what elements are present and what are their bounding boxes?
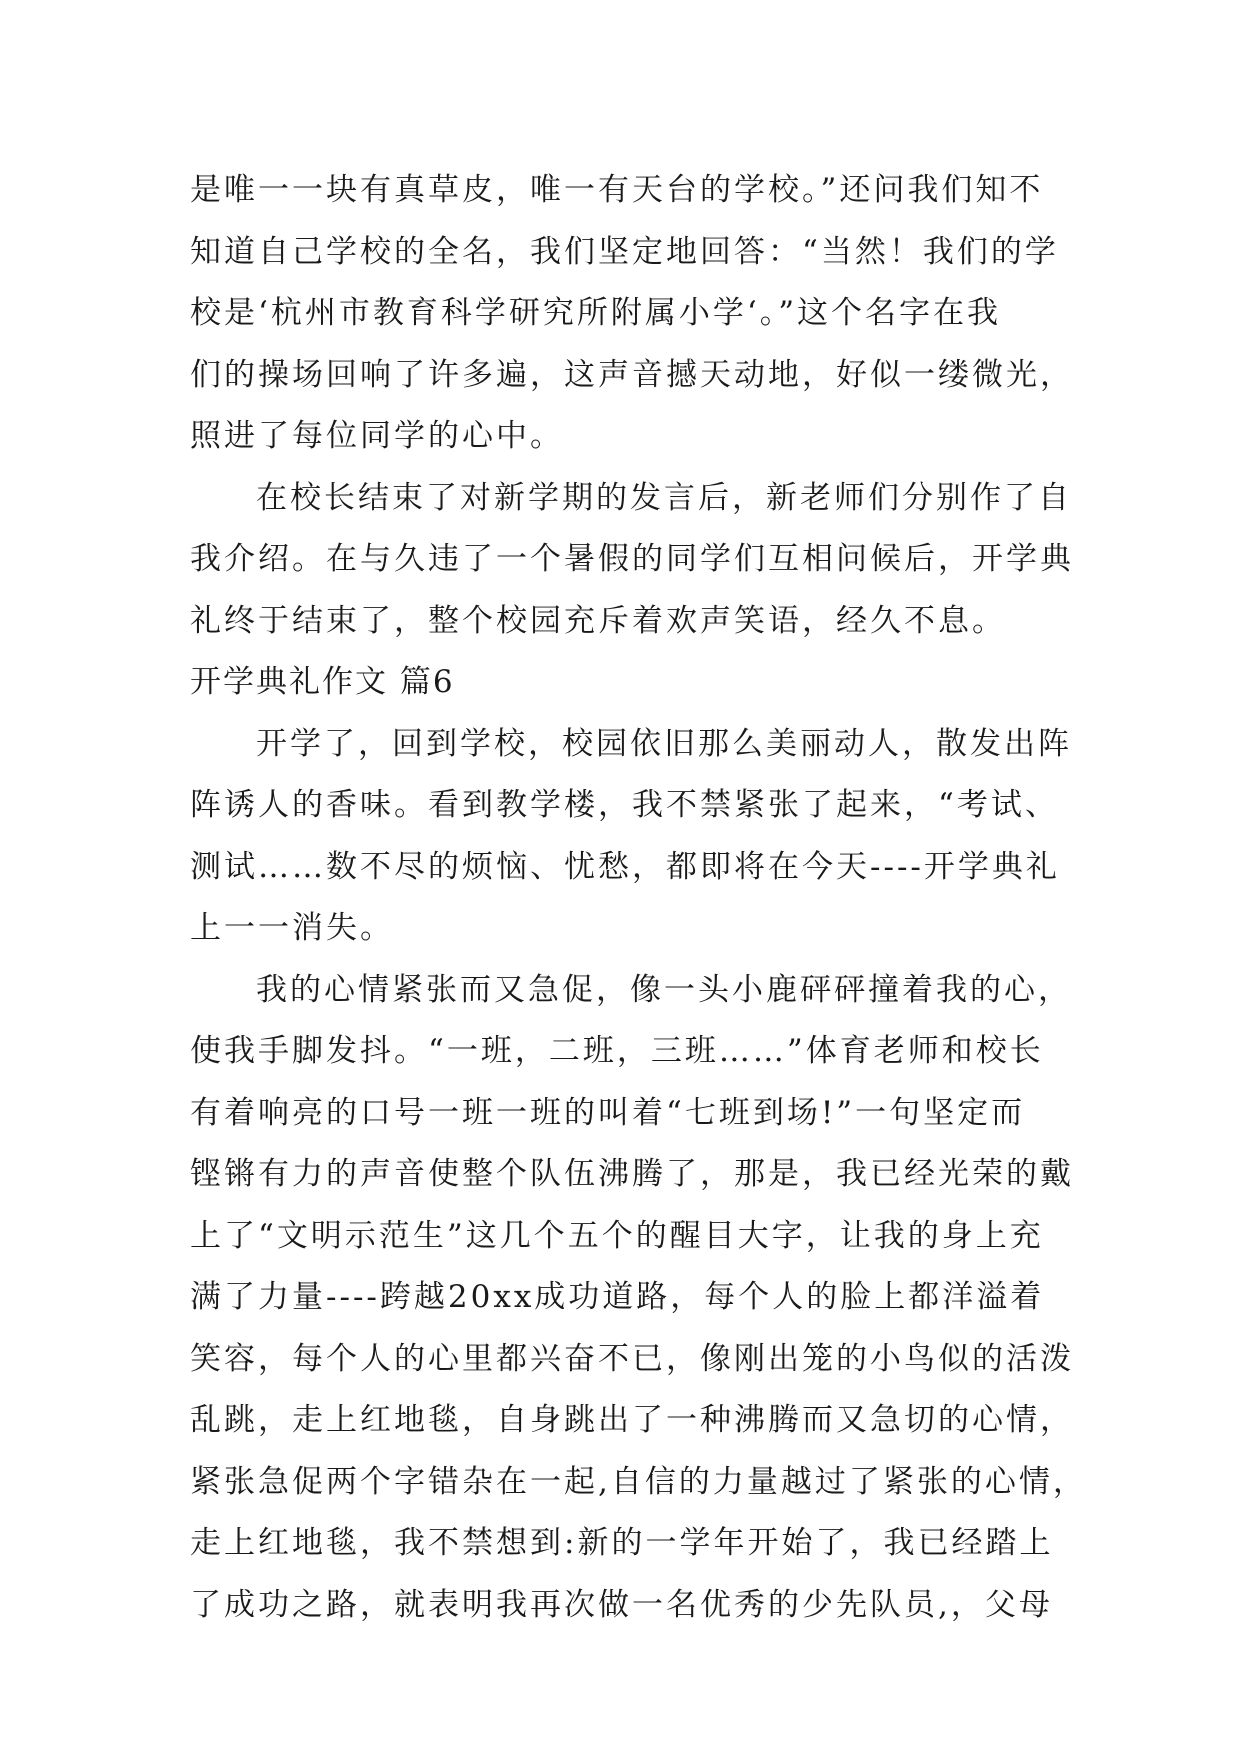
paragraph-2 — [190, 468, 1074, 653]
text-line: 了成功之路，就表明我再次做一名优秀的少先队员,，父母 — [190, 1586, 1053, 1623]
text-line: 有着响亮的口号一班一班的叫着“七班到场!”一句坚定而 — [190, 1094, 1026, 1131]
text-line: 们的操场回响了许多遍，这声音撼天动地，好似一缕微光， — [190, 356, 1074, 393]
text-line: 乱跳，走上红地毯，自身跳出了一种沸腾而又急切的心情， — [190, 1402, 1074, 1438]
text-line: 上了“文明示范生”这几个五个的醒目大字，让我的身上充 — [190, 1217, 1044, 1254]
text-line: 走上红地毯，我不禁想到:新的一学年开始了，我已经踏上 — [190, 1525, 1054, 1561]
text-line: 校是‘杭州市教育科学研究所附属小学‘。”这个名字在我 — [190, 295, 1002, 331]
text-line: 是唯一一块有真草皮，唯一有天台的学校。”还问我们知不 — [190, 172, 1044, 208]
text-line: 测试……数不尽的烦恼、忧愁，都即将在今天----开学典礼 — [190, 848, 1060, 885]
paragraph-4 — [190, 960, 1087, 1637]
text-line: 满了力量----跨越20xx成功道路，每个人的脸上都洋溢着 — [190, 1279, 1045, 1315]
paragraph-1 — [190, 160, 1074, 468]
text-line: 笑容，每个人的心里都兴奋不已，像刚出笼的小鸟似的活泼 — [190, 1340, 1074, 1377]
text-line: 知道自己学校的全名，我们坚定地回答：“当然！我们的学 — [190, 233, 1059, 270]
document-body — [190, 160, 1087, 1636]
text-line: 在校长结束了对新学期的发言后，新老师们分别作了自 — [256, 479, 1072, 516]
text-line: 礼终于结束了，整个校园充斥着欢声笑语，经久不息。 — [190, 602, 1006, 639]
section-heading — [190, 652, 1060, 714]
text-line: 开学了，回到学校，校园依旧那么美丽动人，散发出阵 — [256, 725, 1072, 762]
text-line: 阵诱人的香味。看到教学楼，我不禁紧张了起来，“考试、 — [190, 787, 1059, 823]
text-line: 使我手脚发抖。“一班，二班，三班……”体育老师和校长 — [190, 1033, 1044, 1069]
text-line: 我介绍。在与久违了一个暑假的同学们互相问候后，开学典 — [190, 541, 1074, 577]
text-line: 紧张急促两个字错杂在一起,自信的力量越过了紧张的心情， — [190, 1463, 1087, 1500]
text-line: 上一一消失。 — [190, 910, 394, 946]
paragraph-3 — [190, 714, 1072, 960]
text-line: 我的心情紧张而又急促，像一头小鹿砰砰撞着我的心， — [256, 971, 1072, 1008]
text-line: 铿锵有力的声音使整个队伍沸腾了，那是，我已经光荣的戴 — [190, 1156, 1074, 1192]
text-line: 照进了每位同学的心中。 — [190, 418, 564, 454]
heading-text: 开学典礼作文 篇6 — [190, 664, 455, 700]
